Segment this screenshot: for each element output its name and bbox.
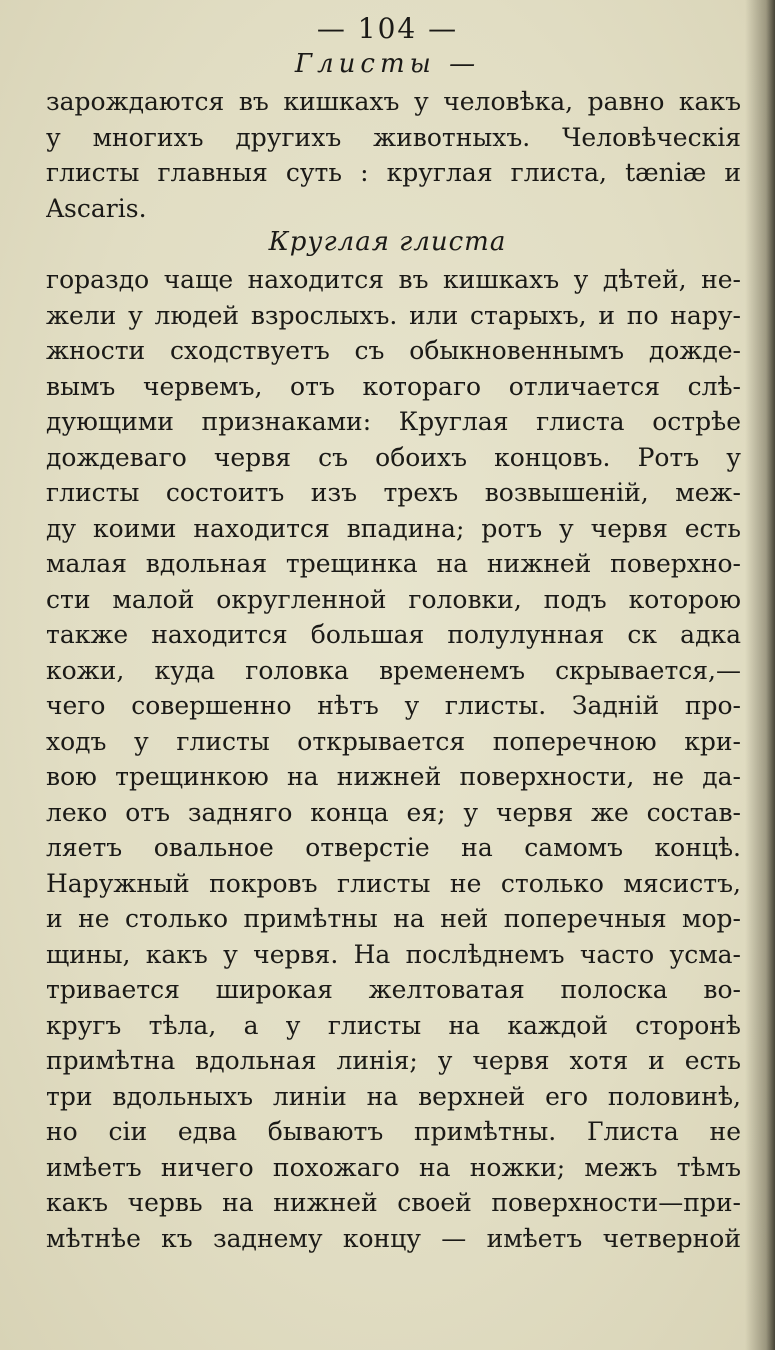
text-line: леко отъ задняго конца ея; у червя же состав- (46, 797, 741, 827)
text-line: зарождаются въ кишкахъ у человѣка, равно какъ (46, 87, 741, 116)
section-paragraph (46, 262, 741, 1256)
section-heading: Круглая глиста (268, 227, 507, 257)
text-line: щины, какъ у червя. На послѣднемъ часто усма- (46, 939, 741, 969)
text-line: у многихъ другихъ животныхъ. Человѣческія (46, 122, 741, 152)
text-line: дующими признаками: Круглая глиста острѣе (46, 407, 741, 436)
page-number: — 104 — (316, 12, 459, 45)
text-line: дождеваго червя съ обоихъ концовъ. Ротъ у (46, 442, 741, 472)
text-line: мѣтнѣе къ заднему концу — имѣетъ четверной (46, 1223, 741, 1253)
text-line: вымъ червемъ, отъ котораго отличается слѣ- (46, 371, 741, 401)
page-gutter-shadow (745, 0, 775, 1350)
text-line: малая вдольная трещинка на нижней поверхно- (46, 549, 741, 578)
text-line: вою трещинкою на нижней поверхности, не да- (46, 762, 741, 791)
text-line: гораздо чаще находится въ кишкахъ у дѣтей, не- (46, 265, 741, 294)
intro-paragraph (46, 84, 741, 226)
text-line: чего совершенно нѣтъ у глисты. Задній про- (46, 691, 741, 720)
text-line: и не столько примѣтны на ней поперечныя мор- (46, 904, 741, 933)
text-line: ляетъ овальное отверстіе на самомъ концѣ. (46, 833, 741, 862)
text-line: примѣтна вдольная линія; у червя хотя и есть (46, 1046, 741, 1075)
text-line: имѣетъ ничего похожаго на ножки; межъ тѣмъ (46, 1152, 741, 1182)
text-line: жности сходствуетъ съ обыкновеннымъ дожде- (46, 336, 741, 365)
running-head-word: Глисты — (294, 49, 481, 79)
text-line: но сіи едва бываютъ примѣтны. Глиста не (46, 1117, 741, 1146)
text-line: также находится большая полулунная ск адка (46, 620, 741, 649)
text-line: сти малой округленной головки, подъ которою (46, 584, 741, 614)
text-line: глисты главныя суть : круглая глиста, tæniæ и (46, 158, 741, 187)
text-line: три вдольныхъ линіи на верхней его половинѣ, (46, 1081, 741, 1111)
text-line: жели у людей взрослыхъ. или старыхъ, и по нару- (46, 300, 741, 330)
text-line: ду коими находится впадина; ротъ у червя есть (46, 513, 741, 543)
text-line: кожи, куда головка временемъ скрывается,— (46, 655, 741, 685)
text-line: Наружный покровъ глисты не столько мясистъ, (46, 868, 741, 898)
text-line: какъ червь на нижней своей поверхности—при- (46, 1188, 741, 1217)
text-line: глисты состоитъ изъ трехъ возвышеній, меж- (46, 478, 741, 507)
text-line: ходъ у глисты открывается поперечною кри- (46, 726, 741, 756)
text-line: кругъ тѣла, а у глисты на каждой сторонѣ (46, 1010, 741, 1040)
text-line: Ascaris. (46, 193, 147, 223)
text-line: тривается широкая желтоватая полоска во- (46, 975, 741, 1004)
